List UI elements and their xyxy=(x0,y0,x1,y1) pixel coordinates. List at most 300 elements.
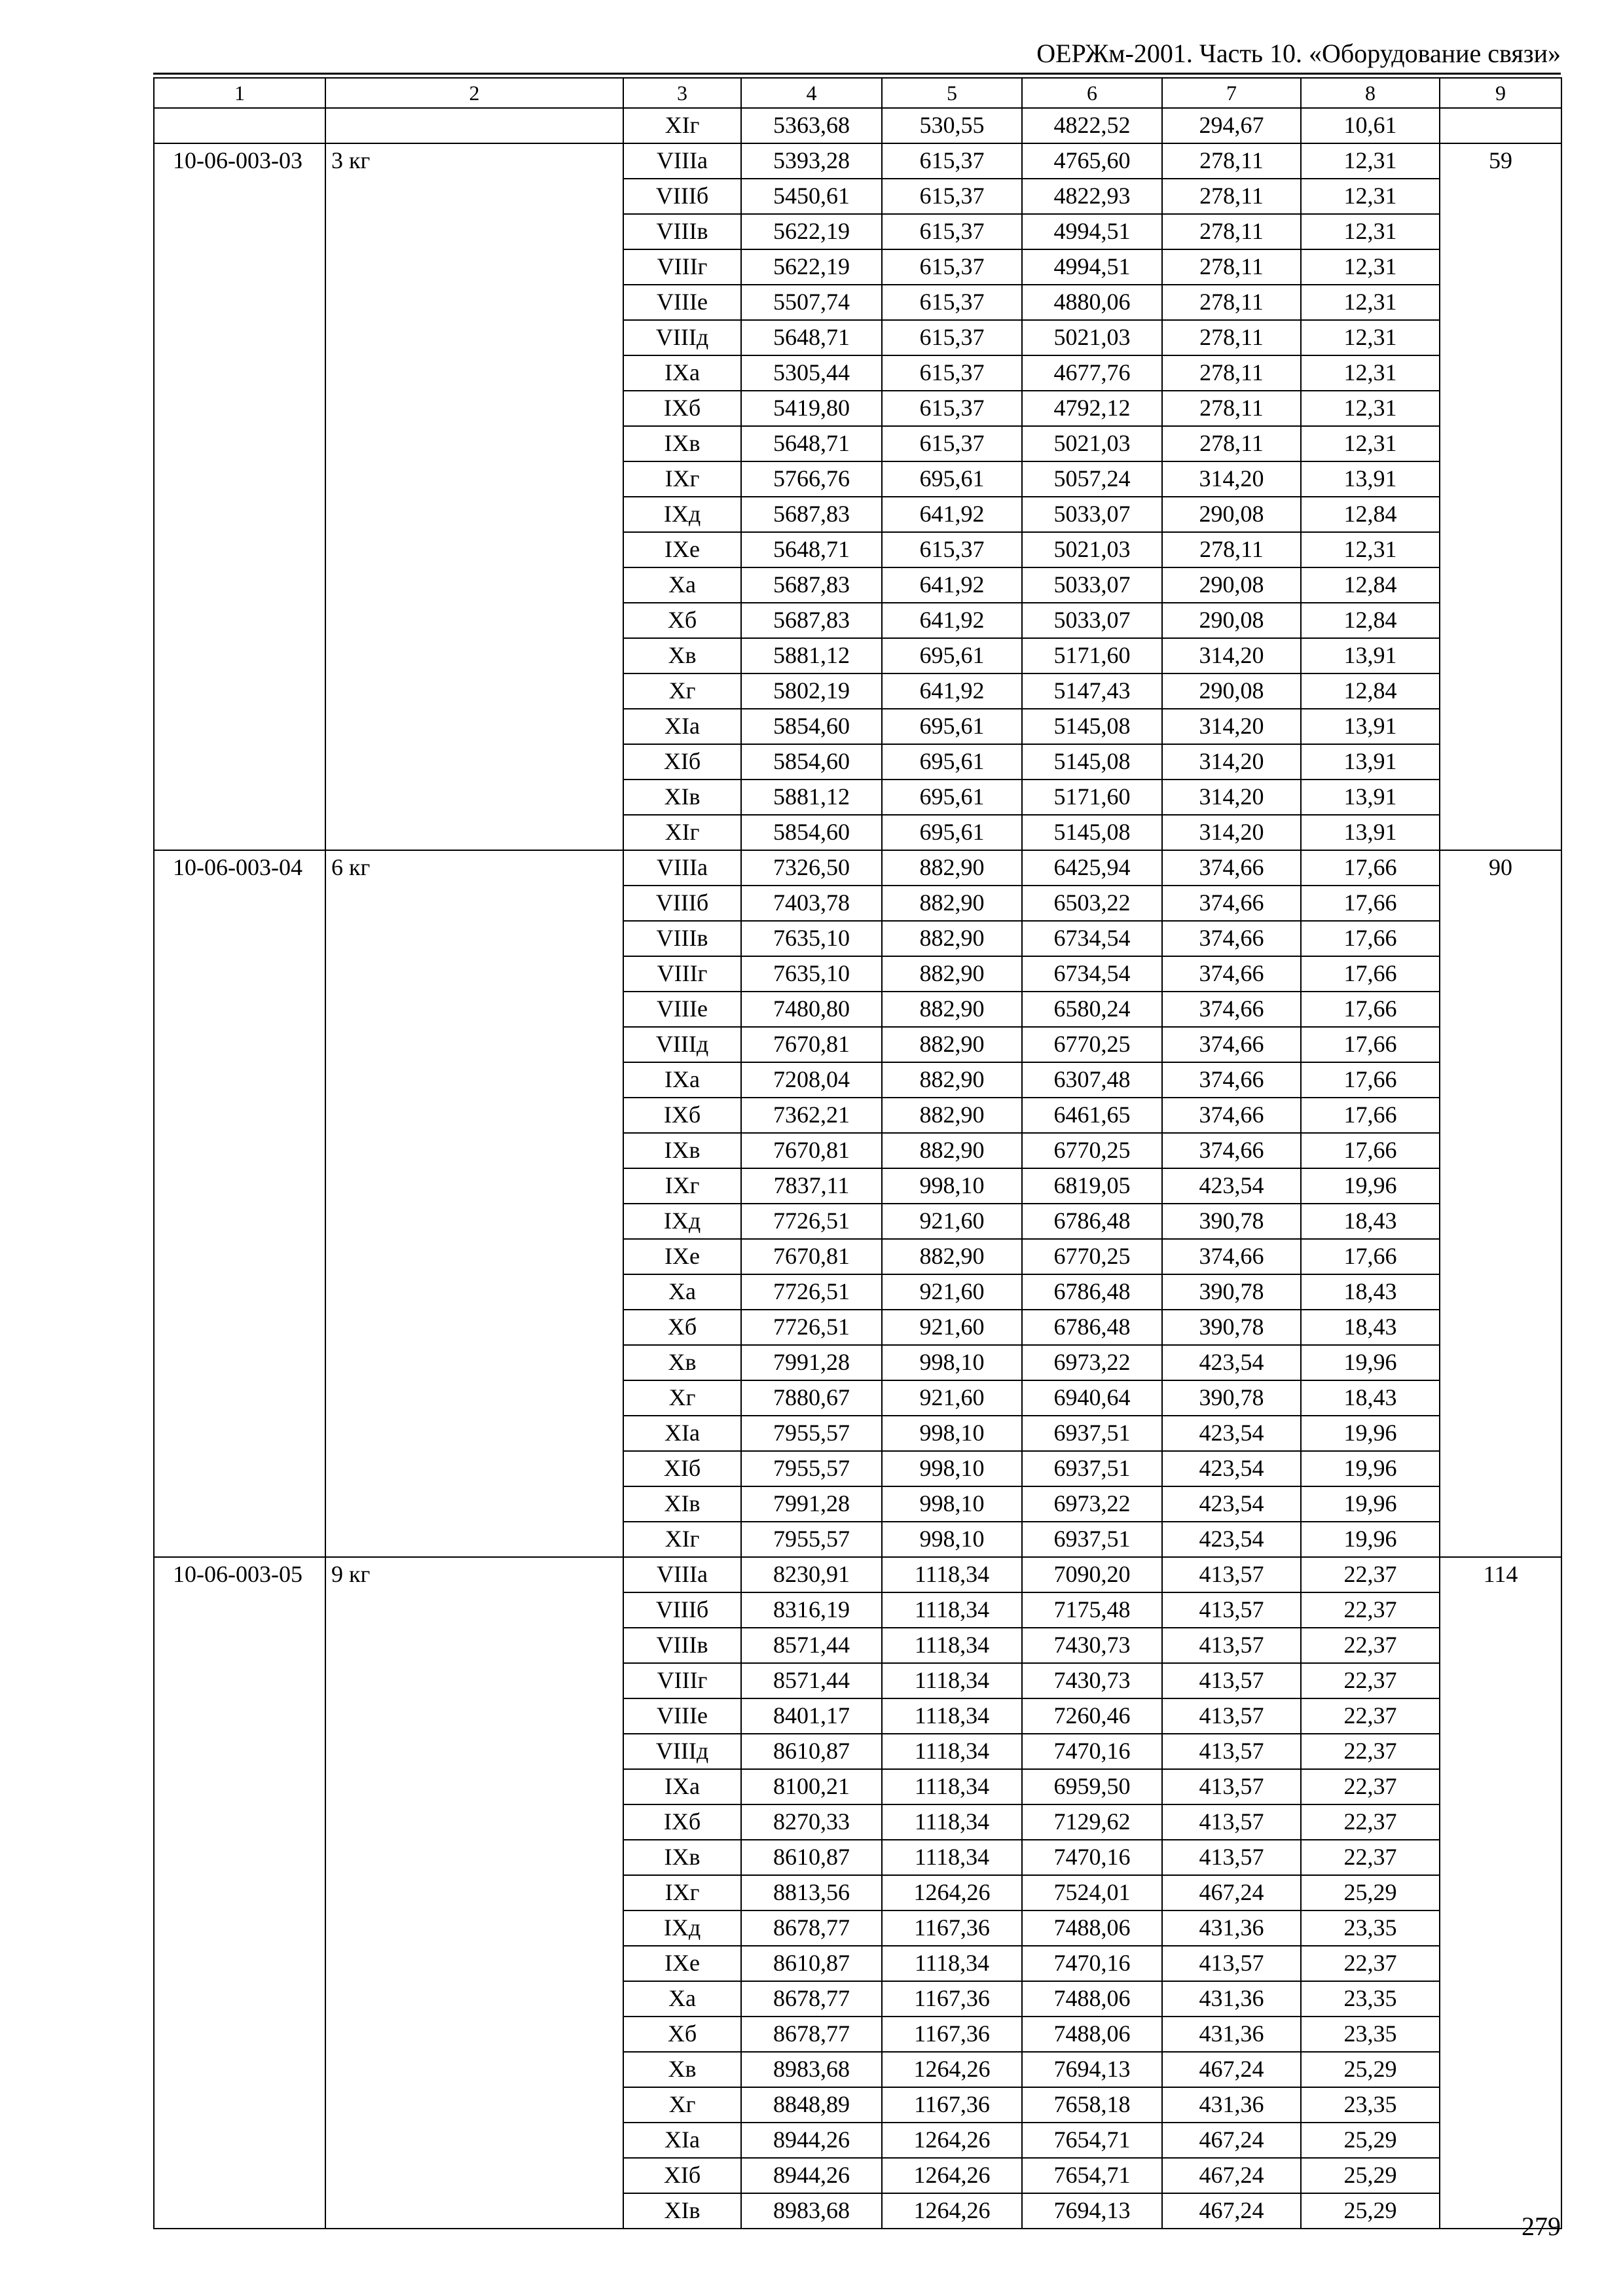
equipment-cost-cell: 5021,03 xyxy=(1022,532,1162,567)
region-cell: VIIIб xyxy=(623,179,741,214)
materials-cell: 17,66 xyxy=(1301,992,1440,1027)
materials-cell: 17,66 xyxy=(1301,1133,1440,1168)
region-cell: VIIIд xyxy=(623,1734,741,1769)
labor-cost-cell: 921,60 xyxy=(882,1274,1022,1310)
rate-code-cell xyxy=(154,1416,325,1451)
table-row xyxy=(154,709,1561,744)
wages-cell: 413,57 xyxy=(1162,1557,1301,1592)
equipment-cost-cell: 6940,64 xyxy=(1022,1380,1162,1416)
equipment-cost-cell: 7470,16 xyxy=(1022,1840,1162,1875)
region-cell: IXб xyxy=(623,391,741,426)
rate-code-cell xyxy=(154,2017,325,2052)
region-cell: IXв xyxy=(623,1840,741,1875)
labor-hours-cell xyxy=(1440,214,1561,249)
labor-cost-cell: 1264,26 xyxy=(882,2052,1022,2087)
labor-cost-cell: 921,60 xyxy=(882,1380,1022,1416)
column-number: 7 xyxy=(1162,78,1301,108)
labor-hours-cell xyxy=(1440,1804,1561,1840)
wages-cell: 413,57 xyxy=(1162,1734,1301,1769)
materials-cell: 25,29 xyxy=(1301,2123,1440,2158)
labor-hours-cell xyxy=(1440,1734,1561,1769)
labor-cost-cell: 882,90 xyxy=(882,992,1022,1027)
total-cost-cell: 7362,21 xyxy=(741,1098,882,1133)
labor-hours-cell xyxy=(1440,1592,1561,1628)
labor-hours-cell xyxy=(1440,1840,1561,1875)
equipment-cost-cell: 6959,50 xyxy=(1022,1769,1162,1804)
rate-code-cell: 10-06-003-03 xyxy=(154,143,325,179)
mass-cell xyxy=(325,1239,623,1274)
region-cell: XIв xyxy=(623,780,741,815)
labor-cost-cell: 1264,26 xyxy=(882,2123,1022,2158)
rate-code-cell: 10-06-003-05 xyxy=(154,1557,325,1592)
table-row xyxy=(154,2123,1561,2158)
labor-hours-cell xyxy=(1440,1698,1561,1734)
wages-cell: 278,11 xyxy=(1162,285,1301,320)
total-cost-cell: 8983,68 xyxy=(741,2193,882,2229)
labor-cost-cell: 615,37 xyxy=(882,391,1022,426)
rate-code-cell xyxy=(154,744,325,780)
materials-cell: 12,84 xyxy=(1301,567,1440,603)
mass-cell xyxy=(325,2087,623,2123)
total-cost-cell: 5881,12 xyxy=(741,638,882,673)
equipment-cost-cell: 4994,51 xyxy=(1022,249,1162,285)
table-row xyxy=(154,249,1561,285)
labor-cost-cell: 998,10 xyxy=(882,1522,1022,1557)
labor-cost-cell: 530,55 xyxy=(882,108,1022,143)
labor-hours-cell xyxy=(1440,355,1561,391)
mass-cell xyxy=(325,1522,623,1557)
total-cost-cell: 7670,81 xyxy=(741,1027,882,1062)
materials-cell: 18,43 xyxy=(1301,1274,1440,1310)
mass-cell xyxy=(325,1769,623,1804)
labor-hours-cell xyxy=(1440,956,1561,992)
materials-cell: 22,37 xyxy=(1301,1769,1440,1804)
wages-cell: 431,36 xyxy=(1162,2087,1301,2123)
labor-cost-cell: 1167,36 xyxy=(882,2017,1022,2052)
mass-cell xyxy=(325,1486,623,1522)
labor-hours-cell xyxy=(1440,2017,1561,2052)
equipment-cost-cell: 5171,60 xyxy=(1022,780,1162,815)
equipment-cost-cell: 6503,22 xyxy=(1022,886,1162,921)
labor-cost-cell: 615,37 xyxy=(882,532,1022,567)
rate-code-cell xyxy=(154,638,325,673)
region-cell: Xб xyxy=(623,2017,741,2052)
labor-hours-cell xyxy=(1440,426,1561,461)
materials-cell: 17,66 xyxy=(1301,1027,1440,1062)
mass-cell xyxy=(325,1098,623,1133)
total-cost-cell: 5854,60 xyxy=(741,744,882,780)
equipment-cost-cell: 7260,46 xyxy=(1022,1698,1162,1734)
labor-hours-cell xyxy=(1440,567,1561,603)
labor-hours-cell xyxy=(1440,1981,1561,2017)
labor-cost-cell: 1118,34 xyxy=(882,1663,1022,1698)
table-row xyxy=(154,850,1561,886)
total-cost-cell: 5881,12 xyxy=(741,780,882,815)
labor-hours-cell xyxy=(1440,709,1561,744)
wages-cell: 374,66 xyxy=(1162,886,1301,921)
total-cost-cell: 8944,26 xyxy=(741,2123,882,2158)
total-cost-cell: 5450,61 xyxy=(741,179,882,214)
materials-cell: 23,35 xyxy=(1301,1981,1440,2017)
labor-cost-cell: 615,37 xyxy=(882,143,1022,179)
materials-cell: 13,91 xyxy=(1301,815,1440,850)
labor-hours-cell xyxy=(1440,2158,1561,2193)
labor-cost-cell: 882,90 xyxy=(882,1239,1022,1274)
equipment-cost-cell: 5057,24 xyxy=(1022,461,1162,497)
materials-cell: 22,37 xyxy=(1301,1592,1440,1628)
labor-cost-cell: 695,61 xyxy=(882,709,1022,744)
region-cell: Xг xyxy=(623,1380,741,1416)
total-cost-cell: 8571,44 xyxy=(741,1663,882,1698)
labor-hours-cell xyxy=(1440,921,1561,956)
total-cost-cell: 5687,83 xyxy=(741,497,882,532)
region-cell: VIIIе xyxy=(623,285,741,320)
mass-cell xyxy=(325,1310,623,1345)
labor-cost-cell: 615,37 xyxy=(882,285,1022,320)
wages-cell: 278,11 xyxy=(1162,532,1301,567)
total-cost-cell: 7991,28 xyxy=(741,1486,882,1522)
rate-code-cell xyxy=(154,285,325,320)
region-cell: VIIIа xyxy=(623,850,741,886)
labor-hours-cell xyxy=(1440,815,1561,850)
materials-cell: 12,31 xyxy=(1301,320,1440,355)
table-row xyxy=(154,1168,1561,1204)
table-row xyxy=(154,532,1561,567)
wages-cell: 413,57 xyxy=(1162,1769,1301,1804)
equipment-cost-cell: 5171,60 xyxy=(1022,638,1162,673)
total-cost-cell: 8983,68 xyxy=(741,2052,882,2087)
equipment-cost-cell: 4994,51 xyxy=(1022,214,1162,249)
materials-cell: 19,96 xyxy=(1301,1451,1440,1486)
table-row xyxy=(154,2017,1561,2052)
rate-code-cell xyxy=(154,1804,325,1840)
total-cost-cell: 7635,10 xyxy=(741,921,882,956)
total-cost-cell: 7955,57 xyxy=(741,1416,882,1451)
wages-cell: 314,20 xyxy=(1162,709,1301,744)
table-row xyxy=(154,1380,1561,1416)
table-row xyxy=(154,886,1561,921)
wages-cell: 290,08 xyxy=(1162,603,1301,638)
mass-cell xyxy=(325,391,623,426)
labor-hours-cell xyxy=(1440,1946,1561,1981)
mass-cell xyxy=(325,1168,623,1204)
equipment-cost-cell: 5021,03 xyxy=(1022,426,1162,461)
total-cost-cell: 7726,51 xyxy=(741,1274,882,1310)
region-cell: IXб xyxy=(623,1804,741,1840)
mass-cell xyxy=(325,1380,623,1416)
labor-hours-cell xyxy=(1440,108,1561,143)
region-cell: VIIIг xyxy=(623,1663,741,1698)
mass-cell xyxy=(325,1663,623,1698)
total-cost-cell: 7403,78 xyxy=(741,886,882,921)
materials-cell: 12,31 xyxy=(1301,285,1440,320)
rate-code-cell xyxy=(154,1663,325,1698)
total-cost-cell: 7635,10 xyxy=(741,956,882,992)
labor-cost-cell: 695,61 xyxy=(882,815,1022,850)
equipment-cost-cell: 6973,22 xyxy=(1022,1345,1162,1380)
rate-code-cell xyxy=(154,108,325,143)
mass-cell xyxy=(325,1274,623,1310)
mass-cell xyxy=(325,1451,623,1486)
rate-code-cell xyxy=(154,1734,325,1769)
region-cell: VIIIб xyxy=(623,886,741,921)
materials-cell: 23,35 xyxy=(1301,2017,1440,2052)
total-cost-cell: 5622,19 xyxy=(741,214,882,249)
total-cost-cell: 7670,81 xyxy=(741,1133,882,1168)
materials-cell: 22,37 xyxy=(1301,1663,1440,1698)
table-row xyxy=(154,603,1561,638)
labor-hours-cell xyxy=(1440,532,1561,567)
labor-cost-cell: 695,61 xyxy=(882,638,1022,673)
total-cost-cell: 7208,04 xyxy=(741,1062,882,1098)
region-cell: XIг xyxy=(623,1522,741,1557)
region-cell: VIIIд xyxy=(623,320,741,355)
wages-cell: 374,66 xyxy=(1162,992,1301,1027)
mass-cell xyxy=(325,532,623,567)
equipment-cost-cell: 6786,48 xyxy=(1022,1310,1162,1345)
rate-code-cell xyxy=(154,1875,325,1910)
labor-cost-cell: 1118,34 xyxy=(882,1804,1022,1840)
region-cell: VIIIг xyxy=(623,956,741,992)
labor-hours-cell: 90 xyxy=(1440,850,1561,886)
equipment-cost-cell: 7470,16 xyxy=(1022,1946,1162,1981)
rate-code-cell xyxy=(154,956,325,992)
total-cost-cell: 7955,57 xyxy=(741,1522,882,1557)
table-row xyxy=(154,285,1561,320)
table-row xyxy=(154,108,1561,143)
total-cost-cell: 8316,19 xyxy=(741,1592,882,1628)
table-row xyxy=(154,1592,1561,1628)
materials-cell: 18,43 xyxy=(1301,1380,1440,1416)
rate-code-cell xyxy=(154,567,325,603)
wages-cell: 413,57 xyxy=(1162,1804,1301,1840)
table-row xyxy=(154,1875,1561,1910)
total-cost-cell: 5766,76 xyxy=(741,461,882,497)
region-cell: Xб xyxy=(623,603,741,638)
region-cell: Xг xyxy=(623,673,741,709)
labor-hours-cell xyxy=(1440,1910,1561,1946)
table-row xyxy=(154,2193,1561,2229)
labor-cost-cell: 641,92 xyxy=(882,497,1022,532)
price-table xyxy=(153,77,1562,2229)
equipment-cost-cell: 5033,07 xyxy=(1022,603,1162,638)
column-number: 2 xyxy=(325,78,623,108)
mass-cell xyxy=(325,815,623,850)
mass-cell xyxy=(325,1592,623,1628)
total-cost-cell: 5854,60 xyxy=(741,815,882,850)
labor-hours-cell xyxy=(1440,497,1561,532)
region-cell: IXа xyxy=(623,1062,741,1098)
rate-code-cell xyxy=(154,1698,325,1734)
labor-hours-cell xyxy=(1440,1345,1561,1380)
total-cost-cell: 5622,19 xyxy=(741,249,882,285)
rate-code-cell xyxy=(154,709,325,744)
table-row xyxy=(154,2158,1561,2193)
labor-hours-cell xyxy=(1440,391,1561,426)
table-row xyxy=(154,1310,1561,1345)
mass-cell xyxy=(325,1628,623,1663)
labor-cost-cell: 882,90 xyxy=(882,886,1022,921)
materials-cell: 22,37 xyxy=(1301,1698,1440,1734)
rate-code-cell xyxy=(154,1628,325,1663)
column-number: 5 xyxy=(882,78,1022,108)
labor-cost-cell: 921,60 xyxy=(882,1310,1022,1345)
rate-code-cell xyxy=(154,1910,325,1946)
total-cost-cell: 8610,87 xyxy=(741,1734,882,1769)
materials-cell: 23,35 xyxy=(1301,2087,1440,2123)
table-row xyxy=(154,780,1561,815)
mass-cell xyxy=(325,673,623,709)
labor-hours-cell xyxy=(1440,673,1561,709)
region-cell: Xа xyxy=(623,1274,741,1310)
total-cost-cell: 5305,44 xyxy=(741,355,882,391)
wages-cell: 374,66 xyxy=(1162,850,1301,886)
materials-cell: 25,29 xyxy=(1301,1875,1440,1910)
table-row xyxy=(154,921,1561,956)
labor-hours-cell xyxy=(1440,1274,1561,1310)
materials-cell: 17,66 xyxy=(1301,956,1440,992)
table-row xyxy=(154,567,1561,603)
equipment-cost-cell: 7654,71 xyxy=(1022,2123,1162,2158)
region-cell: VIIIв xyxy=(623,214,741,249)
mass-cell xyxy=(325,886,623,921)
wages-cell: 290,08 xyxy=(1162,497,1301,532)
equipment-cost-cell: 4677,76 xyxy=(1022,355,1162,391)
equipment-cost-cell: 7524,01 xyxy=(1022,1875,1162,1910)
materials-cell: 12,84 xyxy=(1301,673,1440,709)
materials-cell: 19,96 xyxy=(1301,1416,1440,1451)
labor-hours-cell xyxy=(1440,320,1561,355)
wages-cell: 278,11 xyxy=(1162,249,1301,285)
mass-cell xyxy=(325,603,623,638)
mass-cell xyxy=(325,956,623,992)
wages-cell: 374,66 xyxy=(1162,1239,1301,1274)
table-row xyxy=(154,1098,1561,1133)
labor-cost-cell: 1118,34 xyxy=(882,1592,1022,1628)
column-number: 9 xyxy=(1440,78,1561,108)
total-cost-cell: 5648,71 xyxy=(741,532,882,567)
wages-cell: 431,36 xyxy=(1162,2017,1301,2052)
mass-cell xyxy=(325,461,623,497)
rate-code-cell xyxy=(154,886,325,921)
total-cost-cell: 5648,71 xyxy=(741,426,882,461)
materials-cell: 12,31 xyxy=(1301,249,1440,285)
materials-cell: 12,84 xyxy=(1301,603,1440,638)
region-cell: Xв xyxy=(623,1345,741,1380)
labor-cost-cell: 1118,34 xyxy=(882,1628,1022,1663)
labor-hours-cell xyxy=(1440,603,1561,638)
wages-cell: 390,78 xyxy=(1162,1380,1301,1416)
equipment-cost-cell: 4822,93 xyxy=(1022,179,1162,214)
running-header: ОЕРЖм-2001. Часть 10. «Оборудование связи» xyxy=(1036,39,1561,68)
region-cell: IXд xyxy=(623,1204,741,1239)
rate-code-cell xyxy=(154,1486,325,1522)
rate-code-cell xyxy=(154,1769,325,1804)
table-row xyxy=(154,1416,1561,1451)
equipment-cost-cell: 6580,24 xyxy=(1022,992,1162,1027)
equipment-cost-cell: 4792,12 xyxy=(1022,391,1162,426)
wages-cell: 314,20 xyxy=(1162,638,1301,673)
mass-cell xyxy=(325,1027,623,1062)
table-row xyxy=(154,1486,1561,1522)
table-row xyxy=(154,1557,1561,1592)
rate-code-cell xyxy=(154,1168,325,1204)
column-number: 3 xyxy=(623,78,741,108)
region-cell: XIа xyxy=(623,1416,741,1451)
equipment-cost-cell: 5145,08 xyxy=(1022,744,1162,780)
table-row xyxy=(154,992,1561,1027)
equipment-cost-cell: 7090,20 xyxy=(1022,1557,1162,1592)
labor-cost-cell: 695,61 xyxy=(882,744,1022,780)
table-row xyxy=(154,1239,1561,1274)
rate-code-cell xyxy=(154,815,325,850)
mass-cell xyxy=(325,1734,623,1769)
region-cell: IXд xyxy=(623,1910,741,1946)
region-cell: XIв xyxy=(623,2193,741,2229)
region-cell: XIб xyxy=(623,744,741,780)
wages-cell: 423,54 xyxy=(1162,1451,1301,1486)
labor-cost-cell: 641,92 xyxy=(882,567,1022,603)
equipment-cost-cell: 5147,43 xyxy=(1022,673,1162,709)
wages-cell: 278,11 xyxy=(1162,426,1301,461)
mass-cell xyxy=(325,214,623,249)
wages-cell: 390,78 xyxy=(1162,1310,1301,1345)
wages-cell: 278,11 xyxy=(1162,143,1301,179)
mass-cell: 6 кг xyxy=(325,850,623,886)
wages-cell: 374,66 xyxy=(1162,1098,1301,1133)
region-cell: IXг xyxy=(623,1168,741,1204)
rate-code-cell xyxy=(154,1946,325,1981)
labor-cost-cell: 998,10 xyxy=(882,1168,1022,1204)
total-cost-cell: 8610,87 xyxy=(741,1946,882,1981)
equipment-cost-cell: 6770,25 xyxy=(1022,1239,1162,1274)
total-cost-cell: 8100,21 xyxy=(741,1769,882,1804)
region-cell: VIIIа xyxy=(623,143,741,179)
rate-code-cell xyxy=(154,1380,325,1416)
rate-code-cell xyxy=(154,461,325,497)
materials-cell: 13,91 xyxy=(1301,709,1440,744)
table-row xyxy=(154,391,1561,426)
wages-cell: 467,24 xyxy=(1162,2158,1301,2193)
rate-code-cell xyxy=(154,1310,325,1345)
materials-cell: 19,96 xyxy=(1301,1486,1440,1522)
total-cost-cell: 5393,28 xyxy=(741,143,882,179)
total-cost-cell: 7880,67 xyxy=(741,1380,882,1416)
labor-cost-cell: 1118,34 xyxy=(882,1557,1022,1592)
labor-hours-cell xyxy=(1440,1628,1561,1663)
labor-hours-cell xyxy=(1440,2123,1561,2158)
equipment-cost-cell: 7658,18 xyxy=(1022,2087,1162,2123)
table-row xyxy=(154,1804,1561,1840)
rate-code-cell xyxy=(154,921,325,956)
mass-cell xyxy=(325,1946,623,1981)
wages-cell: 467,24 xyxy=(1162,2123,1301,2158)
labor-cost-cell: 882,90 xyxy=(882,921,1022,956)
mass-cell xyxy=(325,249,623,285)
table-row xyxy=(154,673,1561,709)
mass-cell xyxy=(325,1062,623,1098)
table-row xyxy=(154,1840,1561,1875)
rate-code-cell xyxy=(154,1062,325,1098)
labor-cost-cell: 1118,34 xyxy=(882,1698,1022,1734)
table-row xyxy=(154,426,1561,461)
region-cell: Xг xyxy=(623,2087,741,2123)
table-row xyxy=(154,461,1561,497)
labor-cost-cell: 1264,26 xyxy=(882,1875,1022,1910)
table-row xyxy=(154,1133,1561,1168)
region-cell: XIб xyxy=(623,2158,741,2193)
table-row xyxy=(154,214,1561,249)
